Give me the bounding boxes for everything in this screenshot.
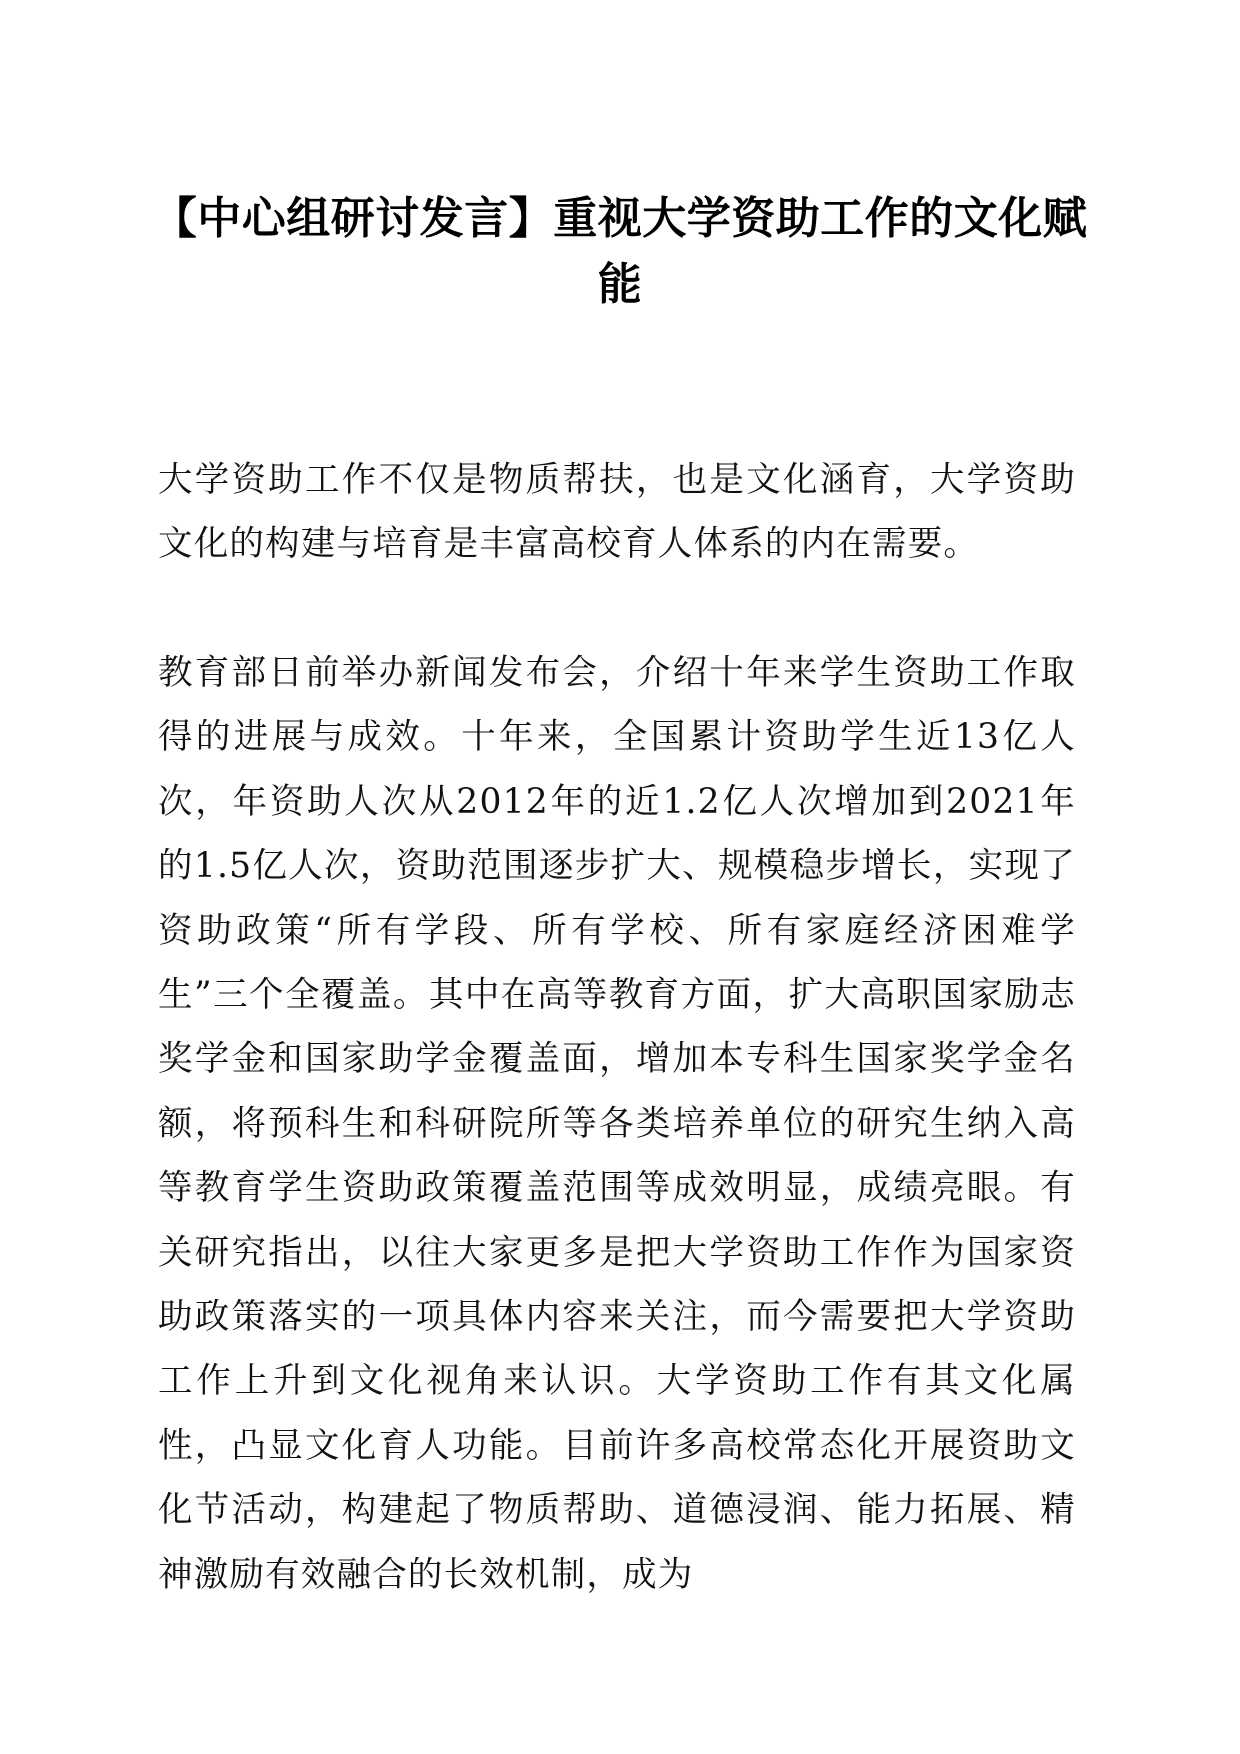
- paragraph-intro: 大学资助工作不仅是物质帮扶，也是文化涵育，大学资助文化的构建与培育是丰富高校育人体系的内在需要。: [158, 460, 1076, 565]
- document-title: 【中心组研讨发言】重视大学资助工作的文化赋能: [152, 193, 1088, 310]
- paragraph-main: 教育部日前举办新闻发布会，介绍十年来学生资助工作取得的进展与成效。十年来，全国累计资助学生近13亿人次，年资助人次从2012年的近1.2亿人次增加到2021年的1.5亿人次，资助范围逐步扩大、规模稳步增长，实现了资助政策“所有学段、所有学校、所有家庭经济困难学生”三个全覆盖。其中在高等教育方面，扩大高职国家励志奖学金和国家助学金覆盖面，增加本专科生国家奖学金名额，将预科生和科研院所等各类培养单位的研究生纳入高等教育学生资助政策覆盖范围等成效明显，成绩亮眼。有关研究指出，以往大家更多是把大学资助工作作为国家资助政策落实的一项具体内容来关注，而今需要把大学资助工作上升到文化视角来认识。大学资助工作有其文化属性，凸显文化育人功能。目前许多高校常态化开展资助文化节活动，构建起了物质帮助、道德浸润、能力拓展、精神激励有效融合的长效机制，成为: [158, 653, 1076, 1595]
